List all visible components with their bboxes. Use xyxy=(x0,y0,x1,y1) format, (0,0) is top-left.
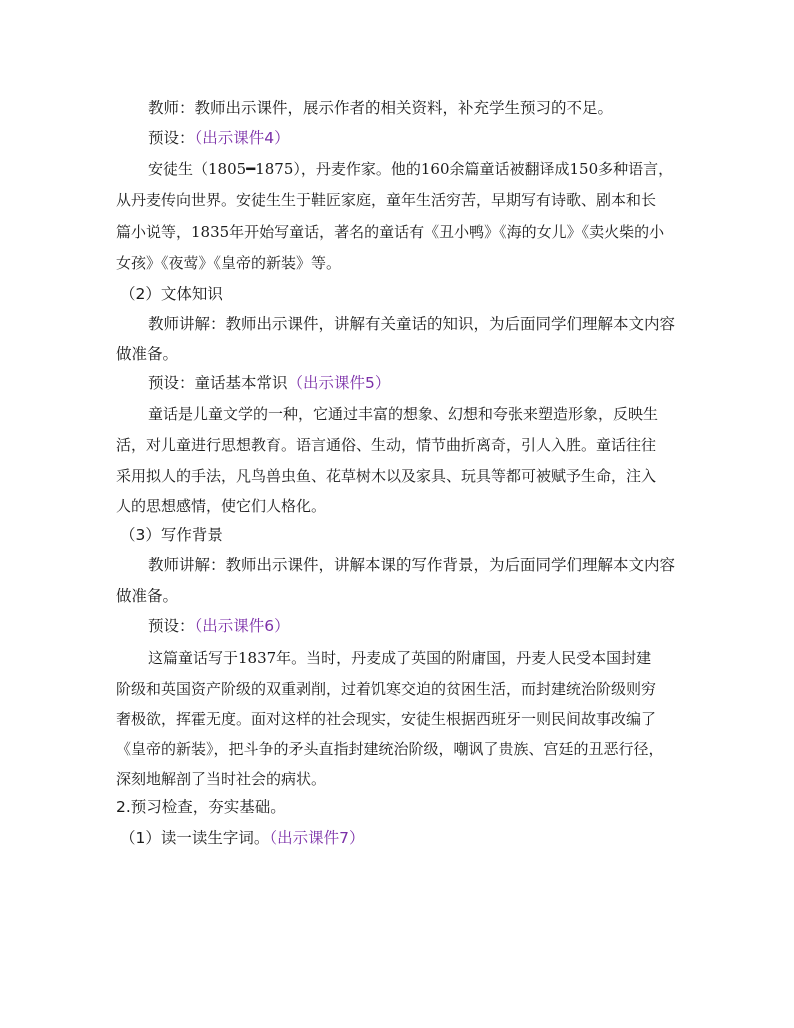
preset-line-courseware-5 xyxy=(148,373,390,393)
courseware-callout: （出示课件7） xyxy=(269,829,365,847)
fairy-tale-definition-line: 采用拟人的手法，凡鸟兽虫鱼、花草树木以及家具、玩具等都可被赋予生命，注入 xyxy=(116,467,657,485)
preset-line-courseware-4 xyxy=(148,128,290,148)
teacher-explanation-line: 教师讲解：教师出示课件，讲解有关童话的知识，为后面同学们理解本文内容 xyxy=(148,315,676,333)
background-text-line: 《皇帝的新装》，把斗争的矛头直指封建统治阶级，嘲讽了贵族、宫廷的丑恶行径， xyxy=(116,740,664,758)
preset-label: 预设： xyxy=(148,617,195,635)
andersen-bio-line: 从丹麦传向世界。安徒生生于鞋匠家庭，童年生活穷苦，早期写有诗歌、剧本和长 xyxy=(116,191,657,209)
preset-line-courseware-6 xyxy=(148,616,290,636)
preset-line-courseware-7 xyxy=(120,828,365,848)
section-heading-writing-background: （3）写作背景 xyxy=(120,526,223,544)
andersen-bio-line: 安徒生（1805━1875），丹麦作家。他的160余篇童话被翻译成150多种语言， xyxy=(148,160,674,178)
andersen-bio-line: 女孩》《夜莺》《皇帝的新装》等。 xyxy=(116,254,342,272)
courseware-callout: （出示课件6） xyxy=(194,617,290,635)
courseware-callout: （出示课件5） xyxy=(287,374,391,392)
fairy-tale-definition-line: 童话是儿童文学的一种，它通过丰富的想象、幻想和夸张来塑造形象，反映生 xyxy=(148,405,659,423)
section-heading-genre-knowledge: （2）文体知识 xyxy=(120,285,223,303)
teacher-explanation-line: 教师讲解：教师出示课件，讲解本课的写作背景，为后面同学们理解本文内容 xyxy=(148,556,676,574)
teacher-explanation-line: 做准备。 xyxy=(116,587,179,605)
fairy-tale-definition-line: 活，对儿童进行思想教育。语言通俗、生动，情节曲折离奇，引人入胜。童话往往 xyxy=(116,436,657,454)
section-heading-preview-check: 2.预习检查，夯实基础。 xyxy=(116,798,286,816)
preset-label: 预设： xyxy=(148,129,195,147)
preset-label: 预设：童话基本常识 xyxy=(148,374,288,392)
andersen-bio-line: 篇小说等，1835年开始写童话，著名的童话有《丑小鸭》《海的女儿》《卖火柴的小 xyxy=(116,223,665,241)
fairy-tale-definition-line: 人的思想感情，使它们人格化。 xyxy=(116,497,327,515)
background-text-line: 深刻地解剖了当时社会的病状。 xyxy=(116,770,327,788)
background-text-line: 这篇童话写于1837年。当时，丹麦成了英国的附庸国，丹麦人民受本国封建 xyxy=(148,649,652,667)
background-text-line: 阶级和英国资产阶级的双重剥削，过着饥寒交迫的贫困生活，而封建统治阶级则穷 xyxy=(116,680,657,698)
vocab-task-label: （1）读一读生字词。 xyxy=(120,829,270,847)
teacher-explanation-line: 做准备。 xyxy=(116,345,179,363)
background-text-line: 奢极欲，挥霍无度。面对这样的社会现实，安徒生根据西班牙一则民间故事改编了 xyxy=(116,710,657,728)
courseware-callout: （出示课件4） xyxy=(194,129,290,147)
teacher-instruction-line: 教师：教师出示课件，展示作者的相关资料，补充学生预习的不足。 xyxy=(148,99,614,117)
